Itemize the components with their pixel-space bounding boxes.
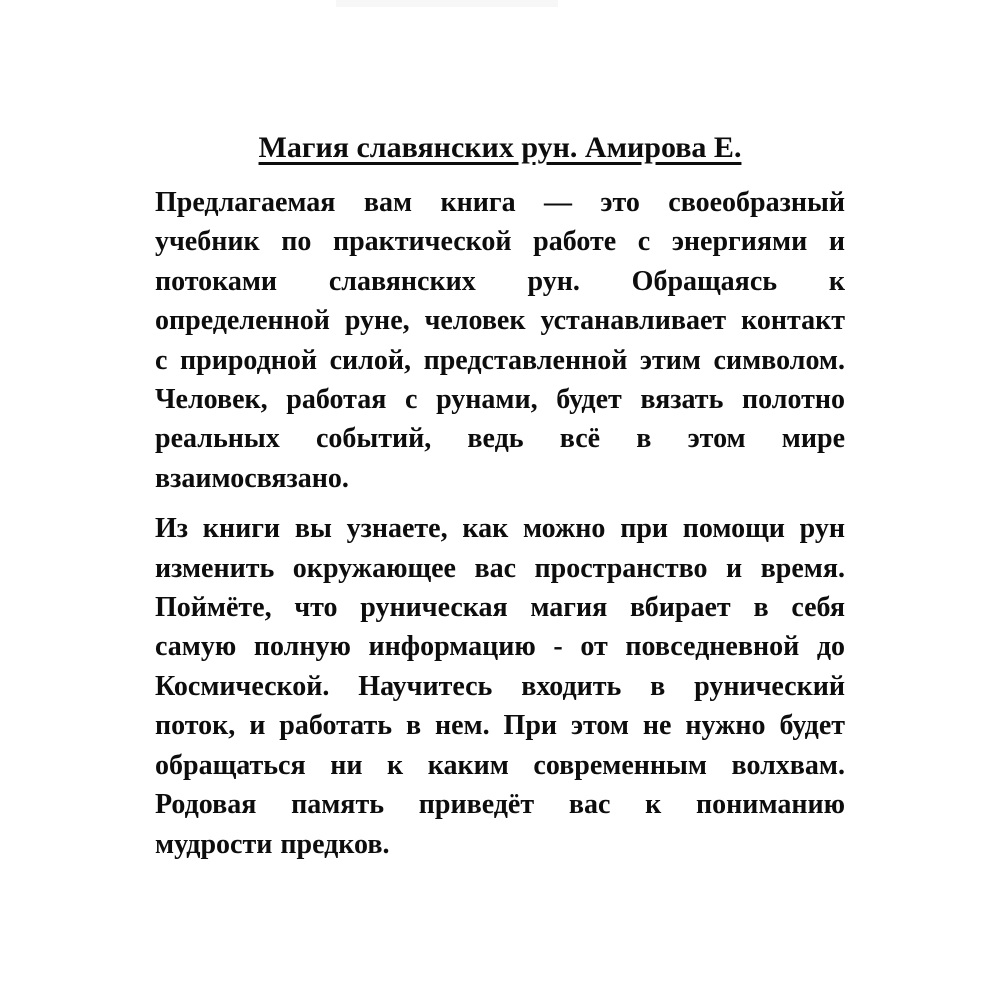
text-line: самую полную информацию - от повседневной до (155, 631, 845, 663)
document-content (155, 128, 845, 875)
text-line: с природной силой, представленной этим символом. (155, 344, 845, 376)
text-line: Космической. Научитесь входить в рунический (155, 670, 845, 702)
text-line: изменить окружающее вас пространство и время. (155, 552, 845, 584)
text-line: реальных событий, ведь всё в этом мире (155, 423, 845, 455)
paragraph-2 (155, 509, 845, 864)
text-line: Предлагаемая вам книга — это своеобразный (155, 187, 845, 218)
paragraph-1 (155, 183, 845, 498)
text-line: мудрости предков. (155, 828, 390, 860)
text-line: Поймёте, что руническая магия вбирает в себя (155, 592, 845, 624)
text-line: поток, и работать в нем. При этом не нужно будет (155, 710, 845, 742)
text-line: потоками славянских рун. Обращаясь к (155, 265, 845, 297)
text-line: обращаться ни к каким современным волхвам. (155, 749, 845, 781)
text-line: Родовая память приведёт вас к пониманию (155, 789, 845, 821)
text-line: Из книги вы узнаете, как можно при помощи рун (155, 513, 845, 545)
document-title: Магия славянских рун. Амирова Е. (258, 131, 742, 164)
text-line: Человек, работая с рунами, будет вязать полотно (155, 384, 845, 416)
text-line: определенной руне, человек устанавливает контакт (155, 305, 845, 337)
text-line: взаимосвязано. (155, 462, 349, 494)
text-line: учебник по практической работе с энергиями и (155, 226, 845, 258)
top-edge-artifact (336, 0, 558, 7)
